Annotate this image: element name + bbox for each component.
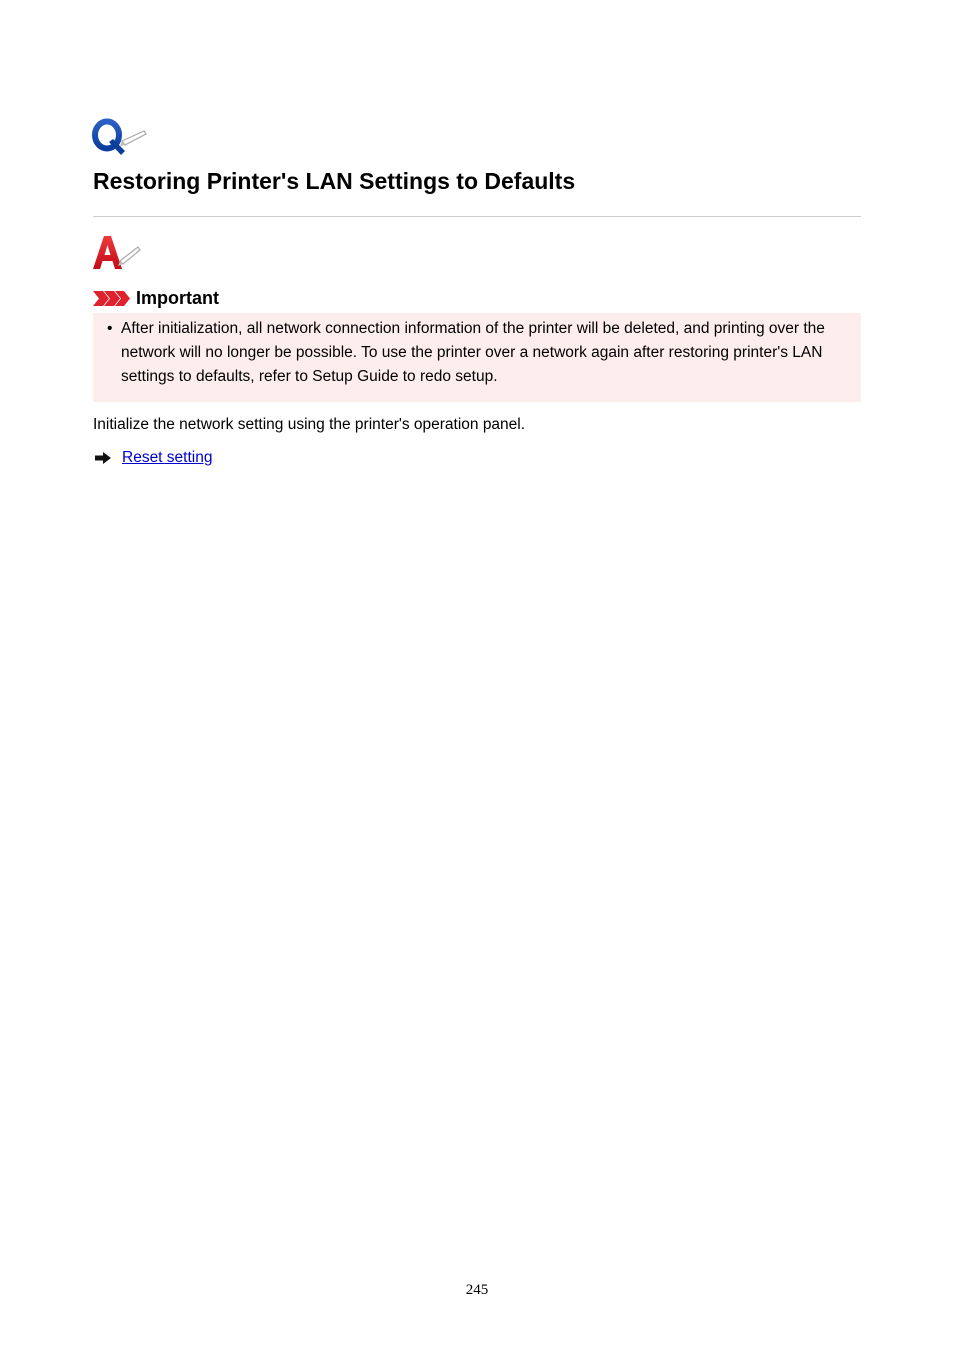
important-text: After initialization, all network connection information of the printer will be deleted, and printing over the network will no longer be possible. To use the printer over a network again after restoring printer's LAN settings to defaults, refer to Setup Guide to redo setup. xyxy=(121,320,825,385)
important-arrows-icon xyxy=(93,290,131,307)
important-label: Important xyxy=(136,288,219,308)
a-mark-icon xyxy=(92,233,142,273)
reset-setting-link-row xyxy=(95,446,212,470)
title-divider xyxy=(93,216,861,217)
bullet: • xyxy=(107,320,113,337)
intro-text: Initialize the network setting using the printer's operation panel. xyxy=(93,416,526,433)
page-number: 245 xyxy=(465,1282,489,1298)
page-title: Restoring Printer's LAN Settings to Defaults xyxy=(93,168,576,194)
reset-setting-link[interactable]: Reset setting xyxy=(122,449,213,466)
important-heading xyxy=(93,285,219,311)
important-list xyxy=(93,317,851,389)
q-mark-icon xyxy=(92,117,148,159)
important-box xyxy=(93,313,861,402)
arrow-right-icon xyxy=(95,452,111,464)
list-item xyxy=(93,317,851,389)
